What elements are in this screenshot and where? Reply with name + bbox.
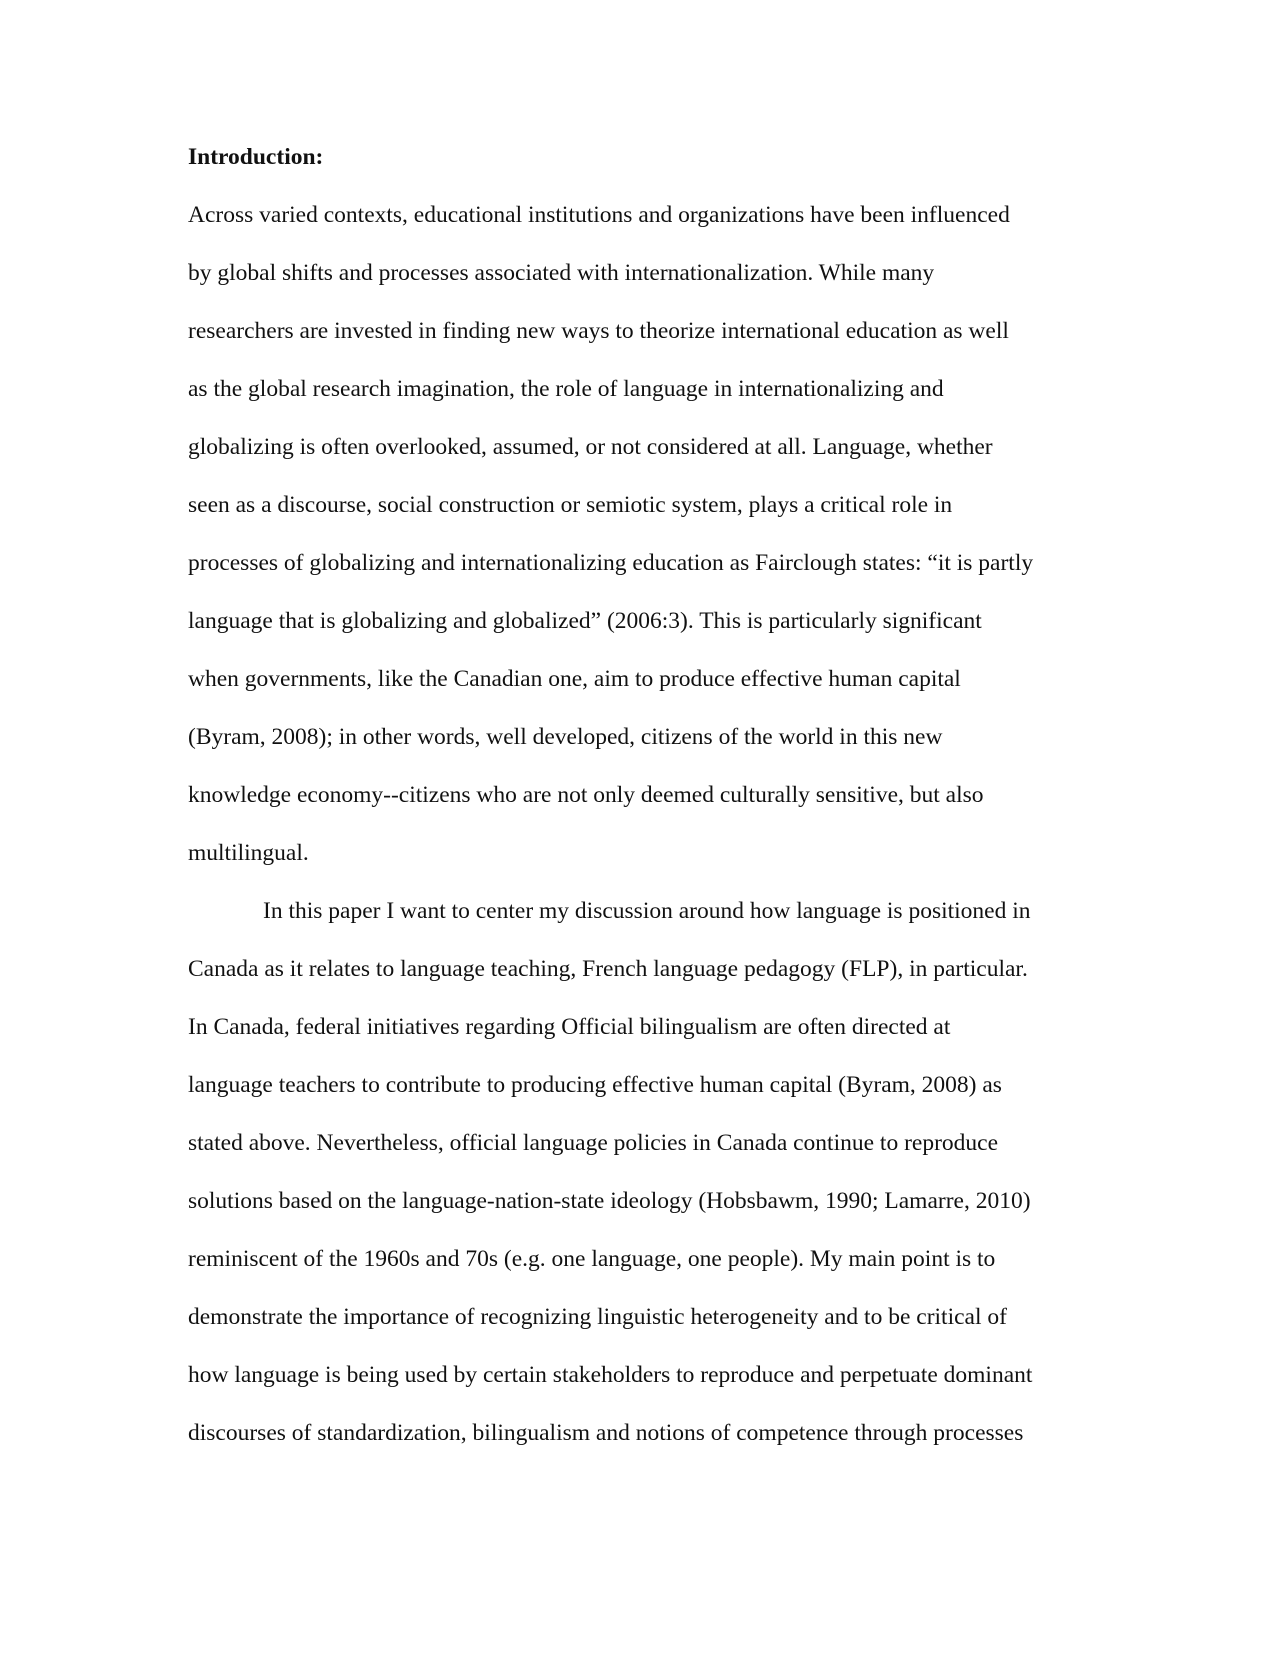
paragraph-2 bbox=[188, 896, 1098, 1476]
text-line: solutions based on the language-nation-state ideology (Hobsbawm, 1990; Lamarre, 2010) bbox=[188, 1188, 1031, 1214]
text-line: as the global research imagination, the role of language in internationalizing and bbox=[188, 376, 944, 402]
text-line: how language is being used by certain stakeholders to reproduce and perpetuate dominant bbox=[188, 1362, 1033, 1388]
document-body bbox=[188, 142, 1098, 1476]
text-line-indented: In this paper I want to center my discussion around how language is positioned in bbox=[263, 898, 1031, 924]
text-line: language that is globalizing and globalized” (2006:3). This is particularly significant bbox=[188, 608, 982, 634]
text-line: by global shifts and processes associated with internationalization. While many bbox=[188, 260, 935, 286]
text-line: globalizing is often overlooked, assumed, or not considered at all. Language, whether bbox=[188, 434, 993, 460]
text-line: Across varied contexts, educational institutions and organizations have been influenced bbox=[188, 202, 1010, 228]
text-line: In Canada, federal initiatives regarding Official bilingualism are often directed at bbox=[188, 1014, 951, 1040]
text-line: when governments, like the Canadian one, aim to produce effective human capital bbox=[188, 666, 961, 692]
text-line: reminiscent of the 1960s and 70s (e.g. one language, one people). My main point is to bbox=[188, 1246, 996, 1272]
text-line: knowledge economy--citizens who are not only deemed culturally sensitive, but also bbox=[188, 782, 984, 808]
text-line: researchers are invested in finding new ways to theorize international education as well bbox=[188, 318, 1009, 344]
text-line: stated above. Nevertheless, official language policies in Canada continue to reproduce bbox=[188, 1130, 999, 1156]
text-line: seen as a discourse, social construction or semiotic system, plays a critical role in bbox=[188, 492, 953, 518]
text-line: (Byram, 2008); in other words, well developed, citizens of the world in this new bbox=[188, 724, 943, 750]
text-line: language teachers to contribute to producing effective human capital (Byram, 2008) as bbox=[188, 1072, 1002, 1098]
paragraph-1 bbox=[188, 200, 1098, 896]
text-line: multilingual. bbox=[188, 840, 309, 866]
text-line: demonstrate the importance of recognizing linguistic heterogeneity and to be critical of bbox=[188, 1304, 1007, 1330]
text-line: processes of globalizing and internationalizing education as Fairclough states: “it is partly bbox=[188, 550, 1034, 576]
text-line: discourses of standardization, bilingualism and notions of competence through processes bbox=[188, 1420, 1024, 1446]
text-line: Canada as it relates to language teaching, French language pedagogy (FLP), in particular. bbox=[188, 956, 1028, 982]
section-heading: Introduction: bbox=[188, 144, 324, 170]
